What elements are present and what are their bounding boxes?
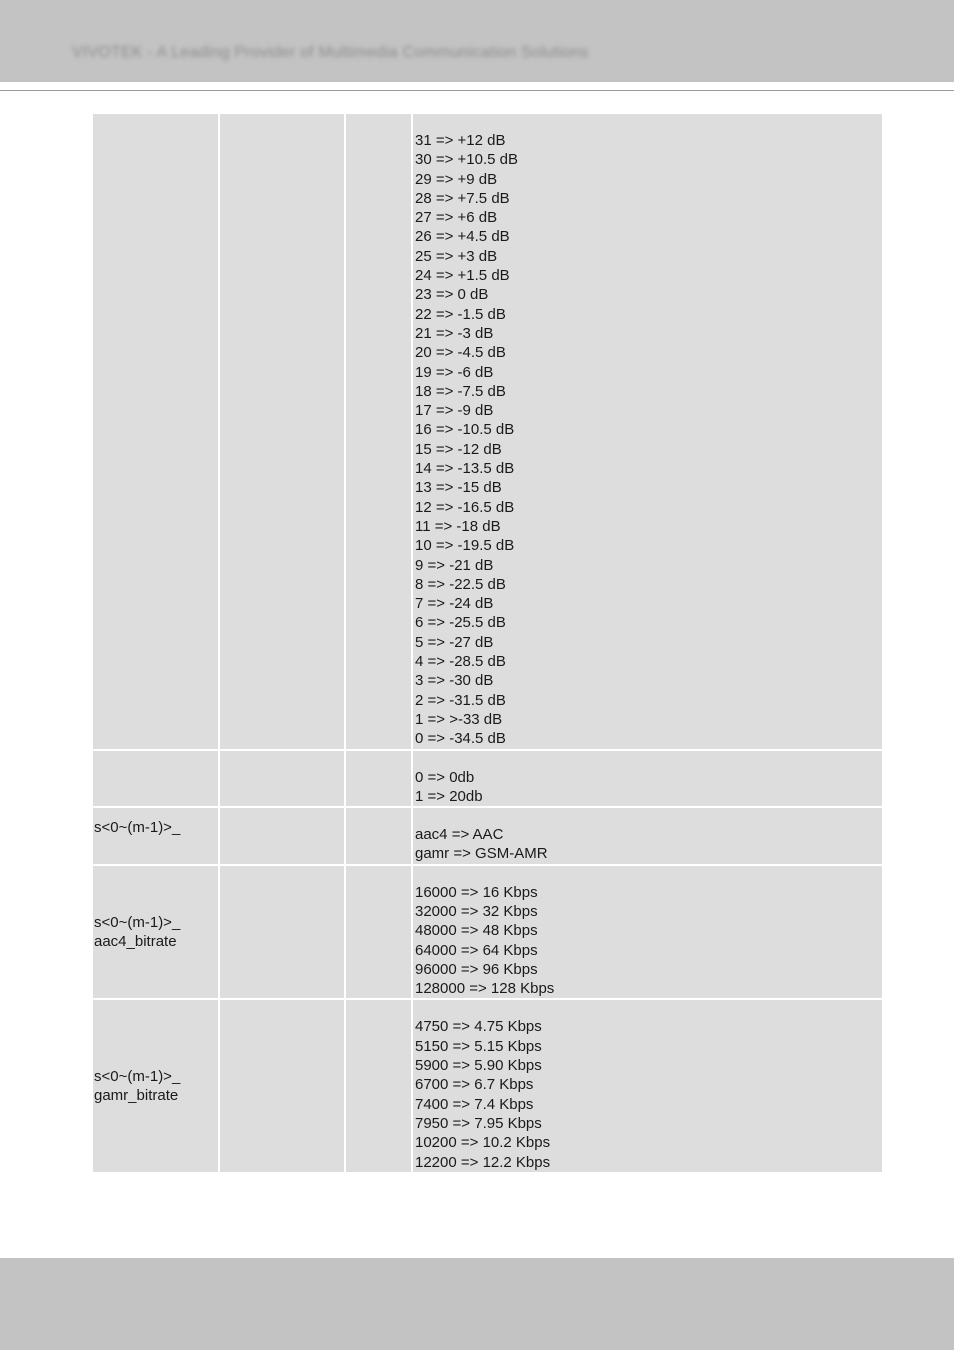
value-option: 31 => +12 dB: [415, 132, 506, 149]
parameter-name-cell: s<0~(m-1)>_: [93, 807, 219, 865]
value-option: 1 => >-33 dB: [415, 710, 503, 728]
value-option: 11 => -18 dB: [415, 517, 501, 535]
parameter-name-cell: s<0~(m-1)>_ aac4_bitrate: [93, 865, 219, 1000]
type-cell: [345, 999, 412, 1171]
type-cell: [345, 114, 412, 750]
value-option: 128000 => 128 Kbps: [415, 980, 555, 998]
value-option: 10200 => 10.2 Kbps: [415, 1134, 551, 1152]
page-header: [0, 0, 954, 82]
table-row: [93, 999, 882, 1171]
table-row: [93, 865, 882, 1000]
values-cell: [412, 807, 882, 865]
table-row: [93, 114, 882, 750]
value-option: 30 => +10.5 dB: [415, 151, 519, 169]
table-row: [93, 807, 882, 865]
header-title: VIVOTEK - A Leading Provider of Multimedia Communication Solutions: [72, 44, 589, 61]
value-option: 12 => -16.5 dB: [415, 498, 515, 516]
value-option: 1 => 20db: [415, 787, 483, 805]
value-option: 4 => -28.5 dB: [415, 653, 506, 671]
value-option: 21 => -3 dB: [415, 324, 494, 342]
value-option: 96000 => 96 Kbps: [415, 960, 538, 978]
value-option: 25 => +3 dB: [415, 247, 498, 265]
parameter-table: [93, 114, 882, 1172]
values-cell: [412, 999, 882, 1171]
type-cell: [345, 750, 412, 808]
value-option: 26 => +4.5 dB: [415, 228, 510, 246]
value-option: 16 => -10.5 dB: [415, 421, 515, 439]
value-option: 6700 => 6.7 Kbps: [415, 1076, 534, 1094]
parameter-name-cell: s<0~(m-1)>_ gamr_bitrate: [93, 999, 219, 1171]
value-option: 16000 => 16 Kbps: [415, 883, 538, 901]
value-option: 0 => -34.5 dB: [415, 730, 506, 748]
value-option: 48000 => 48 Kbps: [415, 922, 538, 940]
value-option: 22 => -1.5 dB: [415, 305, 506, 323]
value-option: 14 => -13.5 dB: [415, 460, 515, 478]
value-option: 23 => 0 dB: [415, 286, 489, 304]
value-option: 29 => +9 dB: [415, 170, 498, 188]
value-option: 5150 => 5.15 Kbps: [415, 1037, 542, 1055]
value-option: aac4 => AAC: [415, 826, 504, 844]
value-option: 17 => -9 dB: [415, 402, 494, 420]
value-option: 20 => -4.5 dB: [415, 344, 506, 362]
value-option: 15 => -12 dB: [415, 440, 502, 458]
values-cell: [412, 114, 882, 750]
value-option: 64000 => 64 Kbps: [415, 941, 538, 959]
values-cell: [412, 750, 882, 808]
value-option: 3 => -30 dB: [415, 672, 494, 690]
page-footer: [0, 1258, 954, 1350]
value-option: 5 => -27 dB: [415, 633, 494, 651]
value-option: 8 => -22.5 dB: [415, 575, 506, 593]
value-option: 7 => -24 dB: [415, 595, 494, 613]
value-option: 28 => +7.5 dB: [415, 189, 510, 207]
value-option: 5900 => 5.90 Kbps: [415, 1057, 542, 1075]
parameter-table-body: [93, 114, 882, 1172]
value-option: 10 => -19.5 dB: [415, 537, 515, 555]
value-option: 7400 => 7.4 Kbps: [415, 1095, 534, 1113]
value-option: 9 => -21 dB: [415, 556, 494, 574]
value-option: 7950 => 7.95 Kbps: [415, 1114, 542, 1132]
value-option: 0 => 0db: [415, 768, 475, 786]
value-option: 24 => +1.5 dB: [415, 267, 510, 285]
value-option: 27 => +6 dB: [415, 209, 498, 227]
security-cell: [219, 750, 345, 808]
security-cell: [219, 999, 345, 1171]
value-option: 12200 => 12.2 Kbps: [415, 1153, 551, 1171]
value-option: 13 => -15 dB: [415, 479, 502, 497]
table-row: [93, 750, 882, 808]
values-cell: [412, 865, 882, 1000]
value-option: 6 => -25.5 dB: [415, 614, 506, 632]
type-cell: [345, 865, 412, 1000]
value-option: 2 => -31.5 dB: [415, 691, 506, 709]
value-option: 18 => -7.5 dB: [415, 382, 506, 400]
value-option: 19 => -6 dB: [415, 363, 494, 381]
parameter-name-cell: [93, 750, 219, 808]
header-divider: [0, 90, 954, 91]
type-cell: [345, 807, 412, 865]
value-option: 4750 => 4.75 Kbps: [415, 1018, 542, 1036]
value-option: gamr => GSM-AMR: [415, 845, 548, 863]
security-cell: [219, 114, 345, 750]
parameter-name-cell: [93, 114, 219, 750]
security-cell: [219, 807, 345, 865]
value-option: 32000 => 32 Kbps: [415, 902, 538, 920]
security-cell: [219, 865, 345, 1000]
